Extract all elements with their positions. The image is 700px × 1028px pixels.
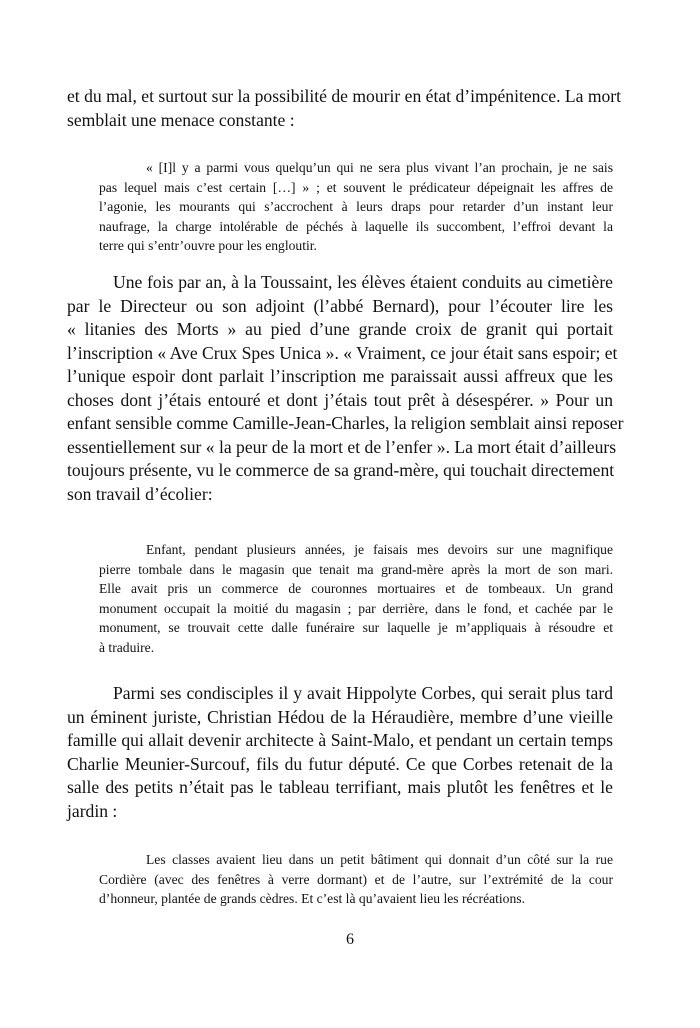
text-line: et du mal, et surtout sur la possibilité de mourir en état d’impénitence. La mort bbox=[67, 86, 622, 106]
text-line: Une fois par an, à la Toussaint, les élèves étaient conduits au cimetière bbox=[113, 272, 613, 292]
text-line: enfant sensible comme Camille-Jean-Charles, la religion semblait ainsi reposer bbox=[67, 413, 624, 433]
text-line: pierre tombale dans le magasin que tenait ma grand-mère après la mort de son mari. bbox=[99, 561, 613, 577]
text-line: à traduire. bbox=[99, 639, 155, 655]
text-line: Enfant, pendant plusieurs années, je faisais mes devoirs sur une magnifique bbox=[146, 542, 613, 557]
text-line: terre qui s’entr’ouvre pour les engloutir. bbox=[99, 238, 317, 253]
text-line: « [I]l y a parmi vous quelqu’un qui ne sera plus vivant l’an prochain, je ne sais bbox=[146, 160, 613, 175]
text-line: semblait une menace constante : bbox=[67, 109, 295, 130]
text-line: famille qui allait devenir architecte à Saint-Malo, et pendant un certain temps bbox=[67, 730, 613, 750]
text-line: pas lequel mais c’est certain […] » ; et souvent le prédicateur dépeignait les affres de bbox=[99, 179, 613, 195]
text-line: l’agonie, les mourants qui s’accrochent à leurs draps pour retarder d’un instant leur bbox=[99, 199, 613, 214]
text-line: Cordière (avec des fenêtres à verre dormant) et de l’autre, sur l’extrémité de la cour bbox=[99, 871, 613, 887]
text-line: Charlie Meunier-Surcouf, fils du futur député. Ce que Corbes retenait de la bbox=[67, 753, 613, 774]
paragraph-3 bbox=[67, 682, 613, 823]
text-line: Les classes avaient lieu dans un petit bâtiment qui donnait d’un côté sur la rue bbox=[146, 852, 613, 867]
text-line: Parmi ses condisciples il y avait Hippolyte Corbes, qui serait plus tard bbox=[113, 683, 613, 703]
paragraph-2 bbox=[67, 271, 624, 506]
block-quote-3 bbox=[99, 850, 613, 909]
text-line: salle des petits n’était pas le tableau terrifiant, mais plutôt les fenêtres et le bbox=[67, 777, 613, 797]
text-line: Elle avait pris un commerce de couronnes mortuaires et de tombeaux. Un grand bbox=[99, 581, 613, 596]
text-line: toujours présente, vu le commerce de sa grand-mère, qui touchait directement bbox=[67, 460, 615, 480]
text-line: un éminent juriste, Christian Hédou de la Héraudière, membre d’une vieille bbox=[67, 706, 613, 727]
text-line: l’inscription « Ave Crux Spes Unica ». « Vraiment, ce jour était sans espoir; et bbox=[67, 342, 618, 363]
text-line: par le Directeur ou son adjoint (l’abbé Bernard), pour l’écouter lire les bbox=[67, 295, 613, 316]
text-line: essentiellement sur « la peur de la mort et de l’enfer ». La mort était d’ailleurs bbox=[67, 436, 617, 457]
text-line: son travail d’écolier: bbox=[67, 483, 213, 504]
page-number: 6 bbox=[346, 931, 354, 948]
text-line: « litanies des Morts » au pied d’une grande croix de granit qui portait bbox=[67, 319, 613, 339]
paragraph-1 bbox=[67, 85, 622, 132]
text-line: monument occupait la moitié du magasin ; par derrière, dans le fond, et cachée par le bbox=[99, 600, 613, 616]
text-line: jardin : bbox=[67, 800, 118, 821]
text-line: d’honneur, plantée de grands cèdres. Et c’est là qu’avaient lieu les récréations. bbox=[99, 891, 525, 906]
text-line: monument, se trouvait cette dalle funéraire sur laquelle je m’appliquais à résoudre et bbox=[99, 620, 613, 635]
text-line: naufrage, la charge intolérable de péchés à laquelle ils succombent, l’effroi devant la bbox=[99, 218, 613, 234]
text-line: l’unique espoir dont parlait l’inscription me paraissait aussi affreux que les bbox=[67, 366, 613, 386]
text-line: choses dont j’étais entouré et dont j’étais tout prêt à désespérer. » Pour un bbox=[67, 389, 613, 410]
block-quote-1 bbox=[99, 158, 613, 256]
block-quote-2 bbox=[99, 540, 613, 657]
